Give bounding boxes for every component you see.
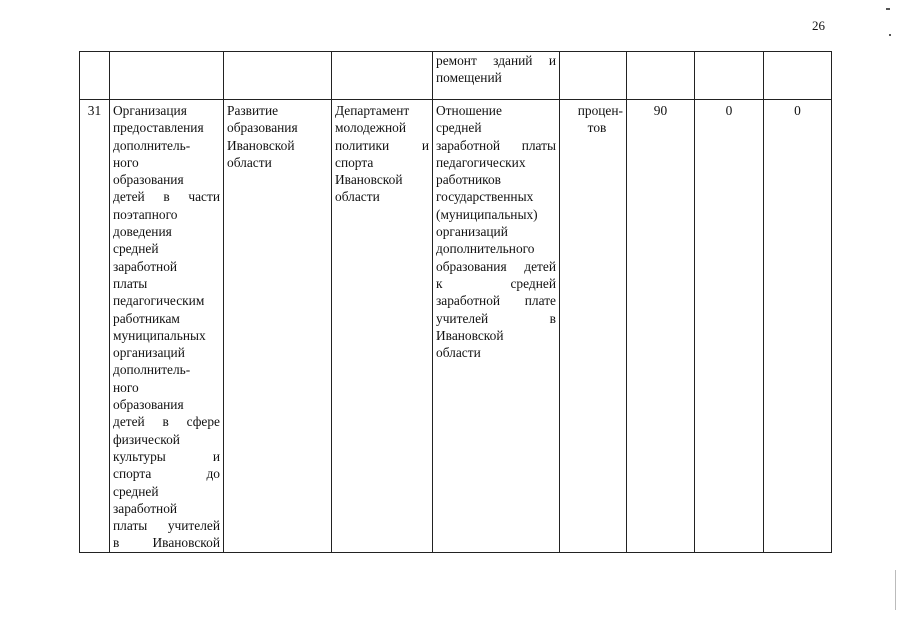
indicator-line: заработной платы <box>436 137 556 153</box>
indicator-line: (муниципальных) <box>436 206 538 222</box>
indicator-line: учителей в <box>436 310 556 326</box>
indicator-line: помещений <box>436 70 502 86</box>
event-line: организаций <box>113 345 185 361</box>
executor-line: молодежной <box>335 120 407 136</box>
program-cell <box>224 100 332 553</box>
indicator-line: средней <box>436 120 482 136</box>
indicator-cell <box>433 100 560 553</box>
event-line: Организация <box>113 103 187 118</box>
continuation-row <box>80 52 832 100</box>
event-cell <box>110 100 224 553</box>
event-line: средней <box>113 241 159 257</box>
program-line: Развитие <box>227 103 279 118</box>
indicators-table <box>79 51 832 553</box>
indicator-line: заработной плате <box>436 293 556 309</box>
event-line: ного <box>113 379 139 395</box>
executor-line: области <box>335 189 380 205</box>
scan-mark <box>895 570 896 610</box>
cell-event <box>110 52 224 100</box>
executor-line: политики и <box>335 137 429 153</box>
event-line: детей в части <box>113 189 220 205</box>
cell-value-2 <box>695 52 764 100</box>
event-line: спорта до <box>113 466 220 482</box>
executor-cell <box>332 100 433 553</box>
event-line: образования <box>113 172 184 188</box>
event-line: платы <box>113 275 148 291</box>
row-number: 31 <box>80 100 110 553</box>
table-row <box>80 100 832 553</box>
indicator-line: педагогических <box>436 154 526 170</box>
indicator-line: ремонт зданий и <box>436 53 556 68</box>
indicator-line: государственных <box>436 189 534 205</box>
executor-line: спорта <box>335 154 374 170</box>
scan-mark <box>889 34 891 36</box>
scan-mark <box>886 8 890 10</box>
indicator-line: дополнительного <box>436 241 535 257</box>
event-line: культуры и <box>113 448 220 464</box>
event-line: заработной <box>113 500 178 516</box>
event-line: детей в сфере <box>113 414 220 430</box>
executor-line: Департамент <box>335 103 410 118</box>
cell-indicator <box>433 52 560 100</box>
event-line: образования <box>113 397 184 413</box>
event-line: доведения <box>113 224 172 240</box>
cell-executor <box>332 52 433 100</box>
value-3-cell: 0 <box>764 100 832 553</box>
executor-line: Ивановской <box>335 172 403 188</box>
cell-number <box>80 52 110 100</box>
indicator-line: образования детей <box>436 258 556 274</box>
event-line: поэтапного <box>113 206 178 222</box>
event-line: в Ивановской <box>113 535 220 551</box>
indicator-line: области <box>436 345 481 361</box>
unit-line: тов <box>587 120 607 136</box>
event-line: ного <box>113 154 139 170</box>
cell-program <box>224 52 332 100</box>
program-line: области <box>227 154 272 170</box>
event-line: средней <box>113 483 159 499</box>
program-line: Ивановской <box>227 137 295 153</box>
event-line: платы учителей <box>113 518 220 534</box>
indicator-line: Отношение <box>436 103 502 118</box>
event-line: физической <box>113 431 180 447</box>
indicator-line: организаций <box>436 224 508 240</box>
unit-line: процен- <box>577 103 623 118</box>
page-number: 26 <box>812 18 825 33</box>
event-line: дополнитель- <box>113 137 191 153</box>
event-line: предоставления <box>113 120 204 136</box>
event-line: дополнитель- <box>113 362 191 378</box>
value-1-cell: 90 <box>627 100 695 553</box>
cell-value-1 <box>627 52 695 100</box>
unit-cell <box>560 100 627 553</box>
event-line: муниципальных <box>113 327 206 343</box>
indicator-line: работников <box>436 172 501 188</box>
event-line: педагогическим <box>113 293 205 309</box>
indicator-line: Ивановской <box>436 327 504 343</box>
event-line: заработной <box>113 258 178 274</box>
indicator-line: к средней <box>436 275 556 291</box>
cell-unit <box>560 52 627 100</box>
cell-value-3 <box>764 52 832 100</box>
event-line: работникам <box>113 310 180 326</box>
program-line: образования <box>227 120 298 136</box>
value-2-cell: 0 <box>695 100 764 553</box>
